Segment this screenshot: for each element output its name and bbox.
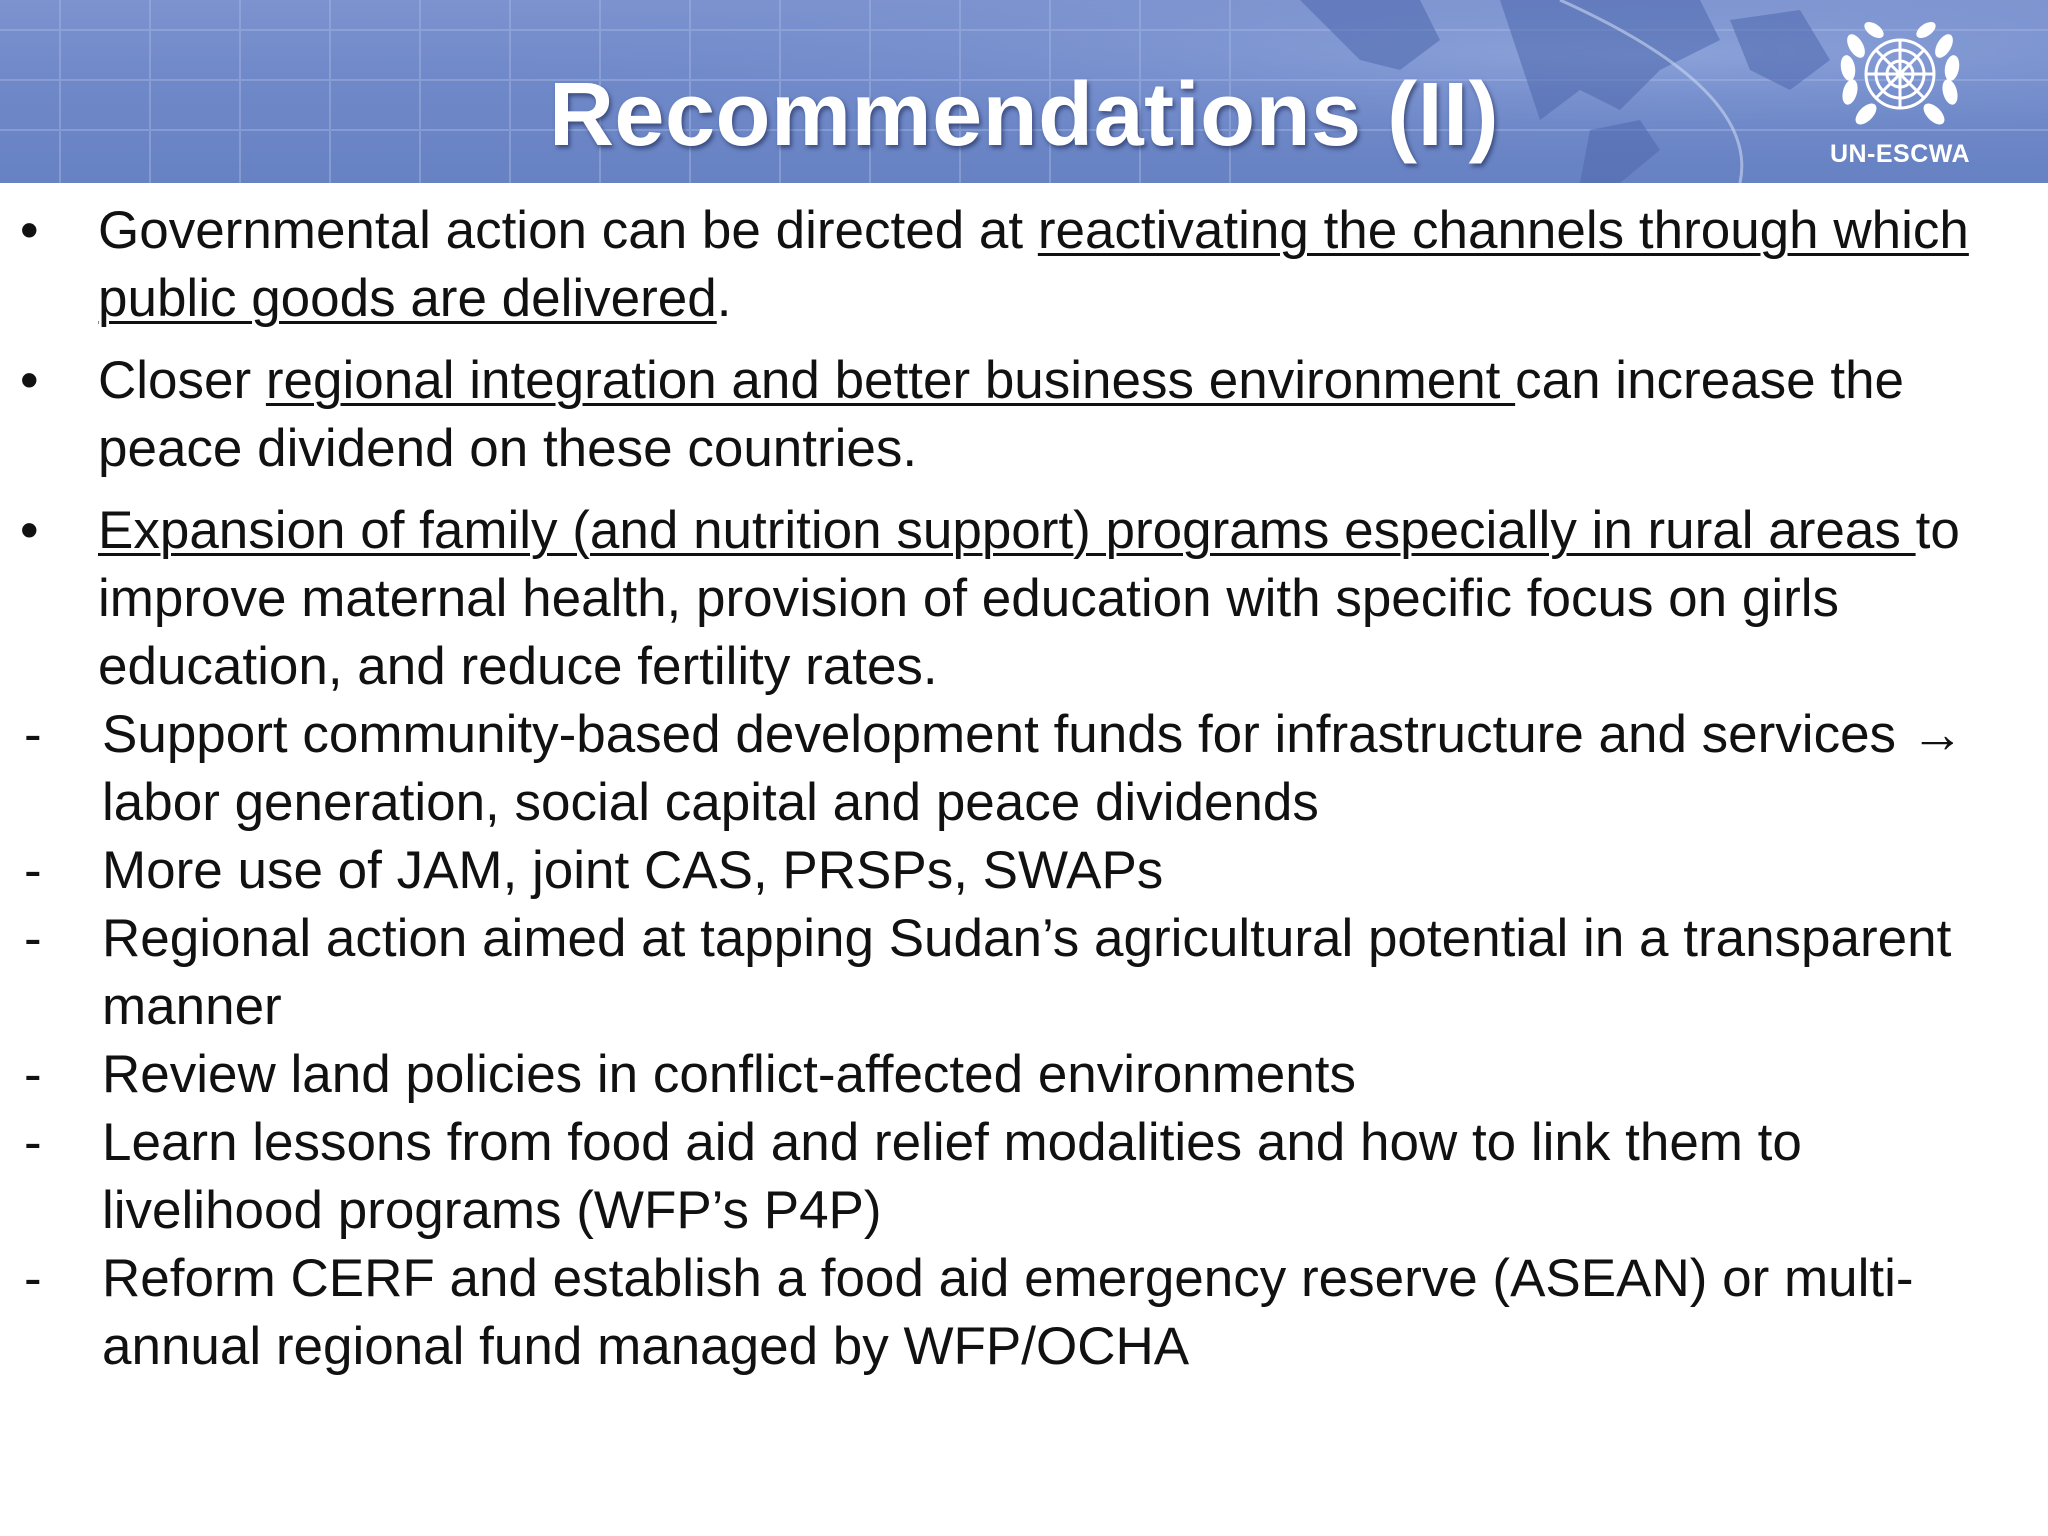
- dash-text: More use of JAM, joint CAS, PRSPs, SWAPs: [102, 841, 1164, 900]
- dash-marker: -: [24, 1113, 42, 1172]
- slide-title: Recommendations (II): [548, 65, 1500, 165]
- dash-item-3: [0, 905, 2032, 1041]
- dash-marker: -: [24, 909, 42, 968]
- dash-item-6: [0, 1245, 2032, 1381]
- bullet-marker: •: [20, 351, 39, 410]
- bullet-text: Closer regional integration and better business environment can increase the peace dividend on these countries.: [98, 351, 1905, 478]
- dash-text: Regional action aimed at tapping Sudan’s agricultural potential in a transparent manner: [102, 909, 1952, 1036]
- dash-marker: -: [24, 841, 42, 900]
- underlined-phrase: Expansion of family (and nutrition support) programs especially in rural areas: [98, 501, 1916, 560]
- bullet-marker: •: [20, 501, 39, 560]
- bullet-text: Expansion of family (and nutrition support) programs especially in rural areas to improve maternal health, provision of education with specific focus on girls education, and reduce fertility rates.: [98, 501, 1960, 696]
- bullet-text: Governmental action can be directed at reactivating the channels through which public goods are delivered.: [98, 201, 1969, 328]
- bullet-item-3: [0, 497, 2028, 701]
- dash-text: Reform CERF and establish a food aid emergency reserve (ASEAN) or multi-annual regional fund managed by WFP/OCHA: [102, 1249, 1914, 1376]
- un-emblem-icon: [1834, 16, 1966, 136]
- dash-text: Review land policies in conflict-affected environments: [102, 1045, 1356, 1104]
- dash-marker: -: [24, 705, 42, 764]
- underlined-phrase: regional integration and better business environment: [265, 351, 1516, 410]
- bullet-item-1: [0, 197, 2028, 333]
- dash-marker: -: [24, 1249, 42, 1308]
- slide-body: [0, 197, 2048, 1381]
- bullet-marker: •: [20, 201, 39, 260]
- bullet-item-2: [0, 347, 2028, 483]
- underlined-phrase: reactivating the channels through which public goods are delivered: [98, 201, 1969, 328]
- dash-text: Support community-based development funds for infrastructure and services → labor generation, social capital and peace dividends: [102, 705, 1964, 832]
- dash-marker: -: [24, 1045, 42, 1104]
- dash-item-4: [0, 1041, 2032, 1109]
- dash-item-5: [0, 1109, 2032, 1245]
- dash-item-1: [0, 701, 2032, 837]
- dash-item-2: [0, 837, 2032, 905]
- un-escwa-logo: [1820, 16, 1980, 176]
- logo-text: UN-ESCWA: [1829, 140, 1971, 168]
- header-banner: [0, 0, 2048, 183]
- dash-text: Learn lessons from food aid and relief modalities and how to link them to livelihood programs (WFP’s P4P): [102, 1113, 1802, 1240]
